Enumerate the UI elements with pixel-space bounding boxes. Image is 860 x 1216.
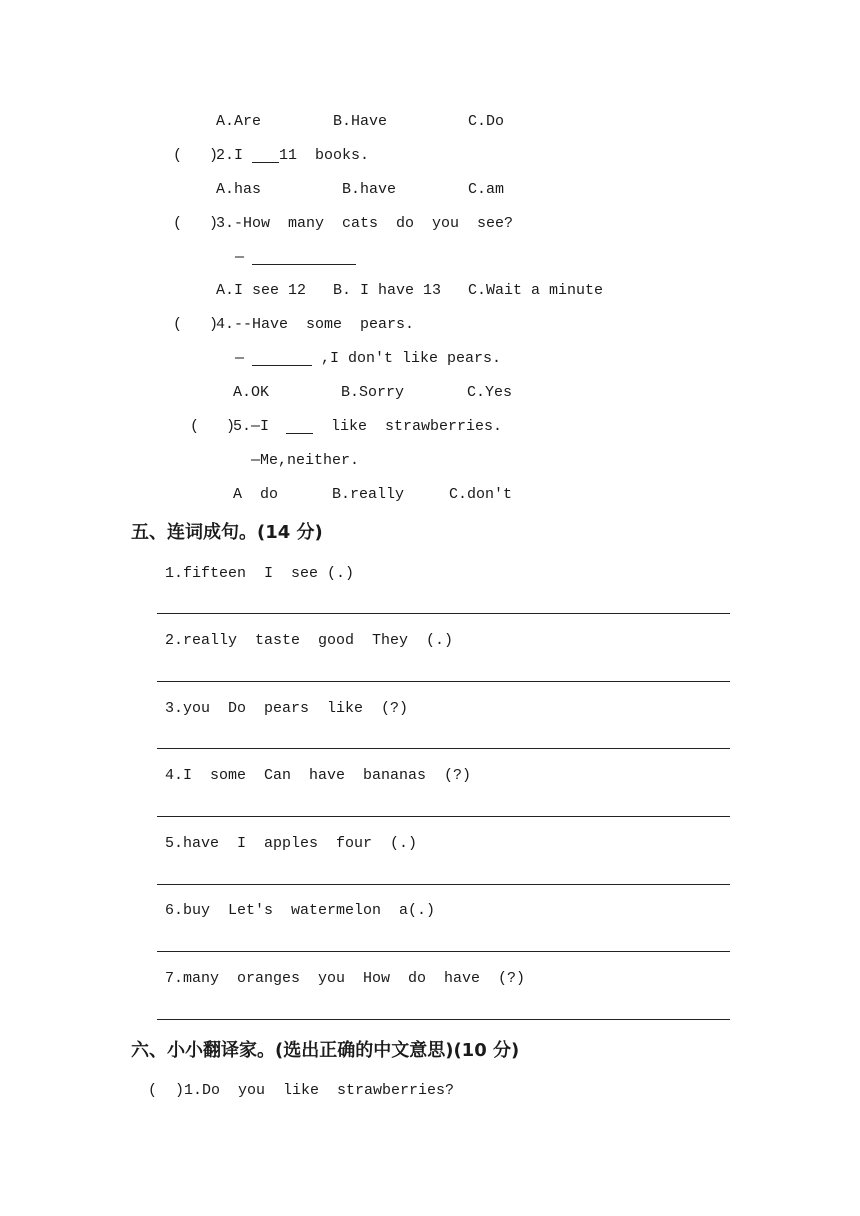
- s5-item-7: 7.many oranges you How do have (?): [165, 970, 526, 987]
- s5-answer-line-4[interactable]: [157, 816, 730, 817]
- s5-item-6: 6.buy Let's watermelon a(.): [165, 902, 436, 919]
- s5-answer-line-1[interactable]: [157, 613, 730, 614]
- q2-stem-end: 11 books.: [279, 147, 370, 164]
- q4-reply-dash: —: [235, 350, 245, 367]
- q5-reply: —Me,neither.: [251, 452, 360, 469]
- s5-item-5: 5.have I apples four (.): [165, 835, 418, 852]
- q2-answer-paren[interactable]: ( ): [173, 147, 219, 164]
- q4-reply-end: ,I don't like pears.: [312, 350, 502, 367]
- q3-answer-paren[interactable]: ( ): [173, 215, 219, 232]
- section5-title: 五、连词成句。(14 分): [131, 522, 323, 543]
- section6-title: 六、小小翻译家。(选出正确的中文意思)(10 分): [131, 1040, 520, 1061]
- s5-answer-line-3[interactable]: [157, 748, 730, 749]
- s5-answer-line-7[interactable]: [157, 1019, 730, 1020]
- q1-options: A.Are B.Have C.Do: [216, 113, 505, 130]
- q5-options: A do B.really C.don't: [233, 486, 513, 503]
- q3-blank-line: [252, 264, 356, 265]
- q3-options: A.I see 12 B. I have 13 C.Wait a minute: [216, 282, 604, 299]
- q3-stem: 3.-How many cats do you see?: [216, 215, 514, 232]
- q2-blank-line: [252, 162, 279, 163]
- q5-stem-start: 5.—I: [233, 418, 279, 435]
- q5-blank-line: [286, 433, 313, 434]
- q4-options: A.OK B.Sorry C.Yes: [233, 384, 513, 401]
- s5-answer-line-5[interactable]: [157, 884, 730, 885]
- q4-answer-paren[interactable]: ( ): [173, 316, 219, 333]
- s5-item-3: 3.you Do pears like (?): [165, 700, 409, 717]
- s5-item-4: 4.I some Can have bananas (?): [165, 767, 472, 784]
- s5-item-2: 2.really taste good They (.): [165, 632, 454, 649]
- q4-stem: 4.--Have some pears.: [216, 316, 415, 333]
- s5-answer-line-2[interactable]: [157, 681, 730, 682]
- q2-stem-start: 2.I: [216, 147, 253, 164]
- q3-reply-dash: —: [235, 249, 245, 266]
- q2-options: A.has B.have C.am: [216, 181, 505, 198]
- q5-answer-paren[interactable]: ( ): [190, 418, 236, 435]
- s5-item-1: 1.fifteen I see (.): [165, 565, 355, 582]
- q4-blank-line: [252, 365, 312, 366]
- s5-answer-line-6[interactable]: [157, 951, 730, 952]
- q5-stem-end: like strawberries.: [313, 418, 503, 435]
- s6-question-1: ( )1.Do you like strawberries?: [148, 1082, 455, 1099]
